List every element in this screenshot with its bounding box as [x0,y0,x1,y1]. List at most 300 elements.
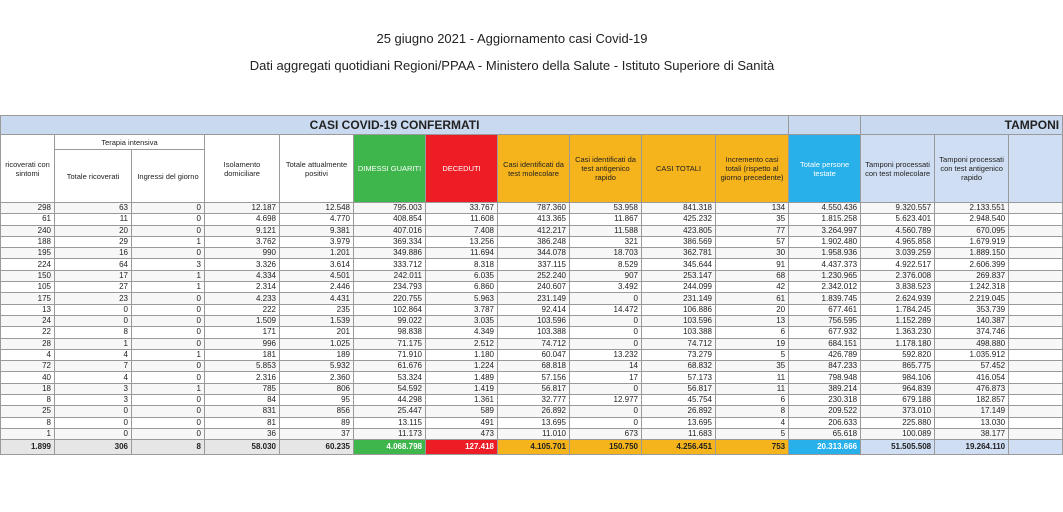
table-cell: 0 [132,248,205,259]
table-cell: 0 [55,428,132,439]
table-cell: 425.232 [642,214,716,225]
table-cell: 865.775 [861,361,935,372]
totals-cell: 4.105.701 [498,440,570,455]
table-cell: 369.334 [354,236,426,247]
table-cell: 0 [132,338,205,349]
table-cell: 24 [1,315,55,326]
table-cell: 269.837 [935,270,1009,281]
table-cell: 57.173 [642,372,716,383]
table-cell-extra [1009,361,1063,372]
col-positivi: Totale attualmente positivi [280,135,354,203]
table-cell: 201 [280,327,354,338]
table-cell: 4.349 [426,327,498,338]
table-cell: 65.618 [789,428,861,439]
table-cell: 0 [570,406,642,417]
table-cell: 206.633 [789,417,861,428]
table-cell: 23 [55,293,132,304]
table-row [1,327,1063,338]
table-row [1,203,1063,214]
table-cell: 5.932 [280,361,354,372]
table-cell: 30 [716,248,789,259]
table-cell: 1.361 [426,395,498,406]
table-cell: 13.030 [935,417,1009,428]
table-cell: 106.886 [642,304,716,315]
table-cell: 18 [1,383,55,394]
table-cell: 2.314 [205,282,280,293]
table-cell-extra [1009,236,1063,247]
table-cell-extra [1009,395,1063,406]
table-cell-extra [1009,315,1063,326]
table-cell: 44.298 [354,395,426,406]
table-cell: 0 [570,327,642,338]
table-cell: 0 [55,406,132,417]
table-cell: 13.115 [354,417,426,428]
table-cell: 38.177 [935,428,1009,439]
table-cell: 4 [1,349,55,360]
table-cell: 253.147 [642,270,716,281]
table-cell: 77 [716,225,789,236]
table-cell: 9.381 [280,225,354,236]
table-cell: 230.318 [789,395,861,406]
table-cell: 670.095 [935,225,1009,236]
table-cell: 81 [205,417,280,428]
table-cell: 3.492 [570,282,642,293]
table-cell-extra [1009,225,1063,236]
table-cell: 0 [132,225,205,236]
table-row [1,406,1063,417]
table-cell: 677.461 [789,304,861,315]
table-cell: 188 [1,236,55,247]
table-cell: 0 [570,417,642,428]
table-cell: 1.242.318 [935,282,1009,293]
table-cell: 7.408 [426,225,498,236]
table-cell: 1.509 [205,315,280,326]
table-cell: 99.022 [354,315,426,326]
table-cell: 1 [132,282,205,293]
table-cell: 103.388 [498,327,570,338]
table-cell: 2.624.939 [861,293,935,304]
table-cell: 3 [55,395,132,406]
table-cell: 231.149 [498,293,570,304]
table-row [1,428,1063,439]
table-cell: 224 [1,259,55,270]
table-row [1,236,1063,247]
table-cell: 679.188 [861,395,935,406]
table-cell: 0 [132,315,205,326]
table-cell: 0 [132,417,205,428]
table-cell: 362.781 [642,248,716,259]
table-cell: 847.233 [789,361,861,372]
table-cell: 1 [132,236,205,247]
table-cell: 589 [426,406,498,417]
table-cell: 0 [570,315,642,326]
table-cell: 684.151 [789,338,861,349]
table-cell: 1.539 [280,315,354,326]
table-cell: 677.932 [789,327,861,338]
table-cell: 1.839.745 [789,293,861,304]
table-cell: 71.175 [354,338,426,349]
table-cell: 57.156 [498,372,570,383]
table-cell: 787.360 [498,203,570,214]
table-cell: 3.035 [426,315,498,326]
table-row [1,315,1063,326]
table-cell: 17 [570,372,642,383]
table-cell: 64 [55,259,132,270]
table-cell: 476.873 [935,383,1009,394]
table-cell: 25 [1,406,55,417]
table-cell: 53.958 [570,203,642,214]
table-cell: 103.596 [642,315,716,326]
table-cell: 984.106 [861,372,935,383]
table-cell: 7 [55,361,132,372]
table-cell: 5.623.401 [861,214,935,225]
table-cell: 5.853 [205,361,280,372]
table-cell: 0 [132,428,205,439]
table-cell-extra [1009,327,1063,338]
table-cell: 3.264.997 [789,225,861,236]
table-cell: 2.342.012 [789,282,861,293]
table-cell: 4.922.517 [861,259,935,270]
table-cell: 12.977 [570,395,642,406]
table-cell: 345.644 [642,259,716,270]
table-cell: 11.588 [570,225,642,236]
table-cell: 0 [132,361,205,372]
table-cell: 244.099 [642,282,716,293]
table-cell: 344.078 [498,248,570,259]
table-cell-extra [1009,383,1063,394]
table-cell: 32.777 [498,395,570,406]
table-cell: 8.318 [426,259,498,270]
table-cell: 74.712 [642,338,716,349]
table-cell: 45.754 [642,395,716,406]
table-cell: 0 [132,395,205,406]
table-cell: 102.864 [354,304,426,315]
col-antigenico: Casi identificati da test antigenico rapido [570,135,642,203]
table-cell: 1 [132,383,205,394]
totals-cell: 150.750 [570,440,642,455]
table-cell: 1 [132,270,205,281]
totals-cell: 1.899 [1,440,55,455]
table-cell: 16 [55,248,132,259]
col-dimessi: DIMESSI GUARITI [354,135,426,203]
table-cell: 6.860 [426,282,498,293]
table-cell: 242.011 [354,270,426,281]
table-cell: 1.178.180 [861,338,935,349]
table-cell-extra [1009,214,1063,225]
table-cell: 2.948.540 [935,214,1009,225]
table-cell: 171 [205,327,280,338]
table-cell: 412.217 [498,225,570,236]
table-cell: 473 [426,428,498,439]
table-cell: 53.324 [354,372,426,383]
table-cell: 3 [55,383,132,394]
totals-cell: 4.068.798 [354,440,426,455]
totals-cell: 20.313.666 [789,440,861,455]
table-cell: 0 [132,214,205,225]
table-cell: 68.832 [642,361,716,372]
col-ti-ingressi: Ingressi del giorno [132,150,205,203]
table-cell: 4.437.373 [789,259,861,270]
col-casi-totali: CASI TOTALI [642,135,716,203]
table-cell: 4.233 [205,293,280,304]
table-cell: 240.607 [498,282,570,293]
table-cell: 61.676 [354,361,426,372]
table-cell: 2.446 [280,282,354,293]
table-cell: 56.817 [498,383,570,394]
table-cell: 3.039.259 [861,248,935,259]
table-cell: 3.762 [205,236,280,247]
table-cell: 413.365 [498,214,570,225]
table-cell: 25.447 [354,406,426,417]
table-row [1,293,1063,304]
table-cell: 17.149 [935,406,1009,417]
table-cell-extra [1009,417,1063,428]
table-cell: 54.592 [354,383,426,394]
table-cell: 785 [205,383,280,394]
table-cell: 795.003 [354,203,426,214]
col-ti-totale: Totale ricoverati [55,150,132,203]
table-row [1,270,1063,281]
table-cell: 592.820 [861,349,935,360]
table-cell: 0 [132,304,205,315]
table-row [1,248,1063,259]
totals-cell: 4.256.451 [642,440,716,455]
table-cell: 0 [55,315,132,326]
table-row [1,417,1063,428]
table-cell: 1.679.919 [935,236,1009,247]
table-cell: 4 [55,349,132,360]
table-cell: 6 [716,395,789,406]
table-cell: 11 [716,372,789,383]
table-cell: 8 [1,395,55,406]
page-title: 25 giugno 2021 - Aggiornamento casi Covid-19 [376,31,648,46]
table-cell: 103.596 [498,315,570,326]
table-cell: 1 [132,349,205,360]
table-cell: 89 [280,417,354,428]
table-cell: 0 [132,372,205,383]
table-cell: 240 [1,225,55,236]
table-cell: 990 [205,248,280,259]
table-cell: 42 [716,282,789,293]
table-row [1,304,1063,315]
col-tamp-antigenico: Tamponi processati con test antigenico rapido [935,135,1009,203]
table-cell: 33.767 [426,203,498,214]
table-cell: 0 [132,203,205,214]
table-cell: 1.363.230 [861,327,935,338]
table-cell-extra [1009,372,1063,383]
table-cell: 1.224 [426,361,498,372]
table-cell: 209.522 [789,406,861,417]
table-cell: 3.326 [205,259,280,270]
table-cell: 386.248 [498,236,570,247]
table-cell: 1.889.150 [935,248,1009,259]
table-cell: 234.793 [354,282,426,293]
table-row [1,349,1063,360]
col-incremento: Incremento casi totali (rispetto al giorno precedente) [716,135,789,203]
totals-row [1,440,1063,455]
table-cell: 498.880 [935,338,1009,349]
table-cell: 27 [55,282,132,293]
table-cell: 13 [716,315,789,326]
table-cell: 225.880 [861,417,935,428]
table-cell: 416.054 [935,372,1009,383]
table-cell: 57.452 [935,361,1009,372]
table-cell: 856 [280,406,354,417]
table-cell: 40 [1,372,55,383]
table-cell: 0 [570,293,642,304]
table-cell: 3 [132,259,205,270]
table-cell: 231.149 [642,293,716,304]
table-cell: 134 [716,203,789,214]
table-cell: 68.818 [498,361,570,372]
table-cell: 11.694 [426,248,498,259]
table-cell: 756.595 [789,315,861,326]
table-cell: 63 [55,203,132,214]
table-cell: 4.965.858 [861,236,935,247]
table-cell: 92.414 [498,304,570,315]
table-row [1,361,1063,372]
table-cell: 0 [132,293,205,304]
table-cell: 374.746 [935,327,1009,338]
table-row [1,372,1063,383]
col-deceduti: DECEDUTI [426,135,498,203]
table-cell-extra [1009,338,1063,349]
table-cell: 12.548 [280,203,354,214]
table-cell: 20 [55,225,132,236]
table-cell: 798.948 [789,372,861,383]
table-cell: 35 [716,214,789,225]
table-cell: 0 [132,406,205,417]
col-molecolare: Casi identificati da test molecolare [498,135,570,203]
table-cell: 252.240 [498,270,570,281]
totals-cell: 753 [716,440,789,455]
table-cell: 4.431 [280,293,354,304]
table-cell: 1 [55,338,132,349]
table-cell: 423.805 [642,225,716,236]
table-cell: 18.703 [570,248,642,259]
table-cell: 175 [1,293,55,304]
table-cell: 0 [55,304,132,315]
table-row [1,214,1063,225]
table-cell: 68 [716,270,789,281]
table-cell: 2.360 [280,372,354,383]
table-cell: 907 [570,270,642,281]
table-cell: 4.560.789 [861,225,935,236]
col-persone-testate: Totale persone testate [789,135,861,203]
table-cell: 3.614 [280,259,354,270]
table-cell: 2.219.045 [935,293,1009,304]
table-cell: 2.376.008 [861,270,935,281]
table-row [1,282,1063,293]
table-row [1,383,1063,394]
table-cell: 841.318 [642,203,716,214]
table-cell: 220.755 [354,293,426,304]
table-cell: 20 [716,304,789,315]
table-row [1,225,1063,236]
table-cell: 74.712 [498,338,570,349]
table-cell: 831 [205,406,280,417]
table-cell: 373.010 [861,406,935,417]
col-extra [1009,135,1063,203]
table-cell: 4.501 [280,270,354,281]
table-cell: 11.173 [354,428,426,439]
table-cell: 0 [570,338,642,349]
table-cell-extra [1009,259,1063,270]
table-cell-extra [1009,248,1063,259]
table-cell: 189 [280,349,354,360]
table-cell-extra [1009,203,1063,214]
table-cell: 673 [570,428,642,439]
table-cell: 4.334 [205,270,280,281]
table-cell: 8 [716,406,789,417]
col-group-terapia: Terapia intensiva [55,135,205,150]
table-cell: 0 [55,417,132,428]
table-cell: 26.892 [498,406,570,417]
table-cell: 11.683 [642,428,716,439]
table-cell: 98.838 [354,327,426,338]
table-cell: 1.489 [426,372,498,383]
table-cell: 13.695 [498,417,570,428]
table-cell: 140.387 [935,315,1009,326]
table-cell: 491 [426,417,498,428]
table-cell: 91 [716,259,789,270]
table-cell: 1 [1,428,55,439]
table-cell: 235 [280,304,354,315]
table-cell: 2.316 [205,372,280,383]
table-cell: 36 [205,428,280,439]
table-cell: 11.608 [426,214,498,225]
table-cell: 386.569 [642,236,716,247]
table-cell: 13 [1,304,55,315]
table-cell: 72 [1,361,55,372]
table-cell-extra [1009,304,1063,315]
table-cell: 103.388 [642,327,716,338]
table-cell: 1.152.289 [861,315,935,326]
table-cell: 8 [55,327,132,338]
table-cell: 13.695 [642,417,716,428]
table-cell: 57 [716,236,789,247]
totals-cell: 51.505.508 [861,440,935,455]
table-cell: 8.529 [570,259,642,270]
table-cell: 22 [1,327,55,338]
table-cell: 56.817 [642,383,716,394]
table-cell: 4.698 [205,214,280,225]
group-header-tamponi: TAMPONI [861,116,1063,135]
covid-data-table [0,115,1063,455]
table-cell: 2.606.399 [935,259,1009,270]
table-cell: 71.910 [354,349,426,360]
table-cell: 1.784.245 [861,304,935,315]
table-cell-extra [1009,270,1063,281]
table-cell: 2.133.551 [935,203,1009,214]
table-cell: 13.256 [426,236,498,247]
table-cell: 1.025 [280,338,354,349]
table-cell: 95 [280,395,354,406]
totals-cell: 19.264.110 [935,440,1009,455]
totals-cell: 58.030 [205,440,280,455]
table-cell: 11 [55,214,132,225]
table-cell: 150 [1,270,55,281]
table-cell: 3.787 [426,304,498,315]
group-header-blank [789,116,861,135]
table-cell: 1.180 [426,349,498,360]
totals-cell: 306 [55,440,132,455]
table-cell: 61 [716,293,789,304]
table-cell: 1.035.912 [935,349,1009,360]
table-cell: 17 [55,270,132,281]
table-cell-extra [1009,293,1063,304]
table-cell: 389.214 [789,383,861,394]
